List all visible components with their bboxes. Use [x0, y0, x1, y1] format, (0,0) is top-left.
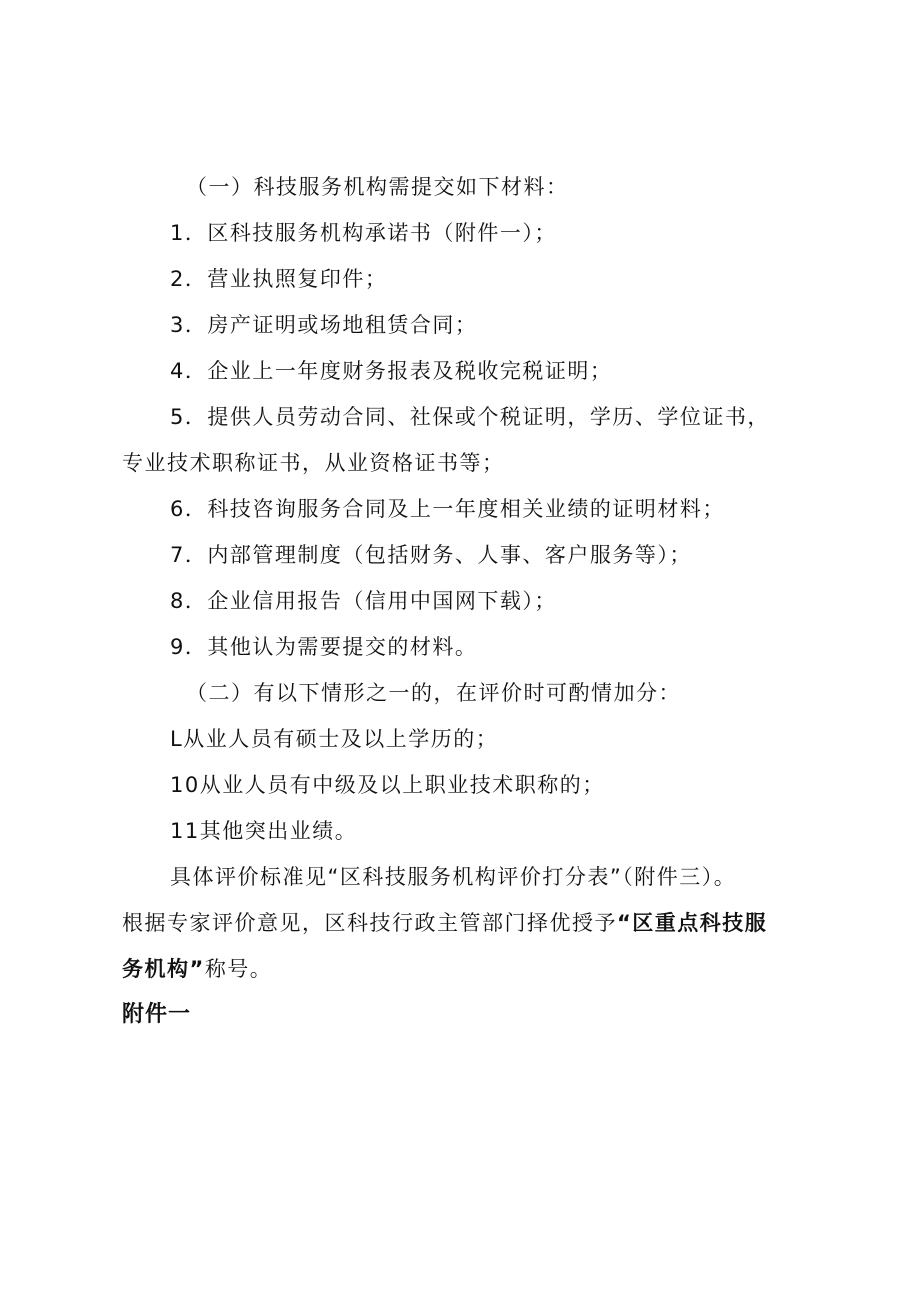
list-item: 5．提供人员劳动合同、社保或个税证明，学历、学位证书， — [170, 405, 770, 429]
list-item-continuation: 专业技术职称证书，从业资格证书等； — [122, 451, 505, 475]
closing-paragraph-line2 — [122, 908, 767, 938]
attachment-title: 附件一 — [122, 1002, 192, 1027]
closing-text: 根据专家评价意见，区科技行政主管部门择优授予 — [122, 911, 617, 935]
closing-paragraph-line1: 具体评价标准见“区科技服务机构评价打分表”（附件三）。 — [170, 865, 737, 889]
list-item: 2．营业执照复印件； — [170, 267, 388, 291]
list-item: 9．其他认为需要提交的材料。 — [170, 635, 478, 659]
list-item: 4．企业上一年度财务报表及税收完税证明； — [170, 359, 613, 383]
closing-text-end: 称号。 — [204, 957, 273, 981]
list-item: 8．企业信用报告（信用中国网下载）； — [170, 589, 557, 613]
list-item: 6．科技咨询服务合同及上一年度相关业绩的证明材料； — [170, 497, 725, 521]
section1-heading: （一）科技服务机构需提交如下材料： — [186, 175, 569, 199]
closing-paragraph-line3 — [122, 954, 272, 984]
honor-title-part2: 务机构” — [122, 957, 205, 981]
honor-title-part1: “区重点科技服 — [617, 911, 768, 935]
list-item: 7．内部管理制度（包括财务、人事、客户服务等）； — [170, 543, 692, 567]
list-item: 1．区科技服务机构承诺书（附件一）； — [170, 221, 557, 245]
list-item: 3．房产证明或场地租赁合同； — [170, 313, 478, 337]
list-item: 11其他突出业绩。 — [170, 819, 358, 843]
list-item: L从业人员有硕士及以上学历的； — [170, 727, 499, 751]
section2-heading: （二）有以下情形之一的，在评价时可酌情加分： — [186, 681, 681, 705]
list-item: 10从业人员有中级及以上职业技术职称的； — [170, 773, 605, 797]
